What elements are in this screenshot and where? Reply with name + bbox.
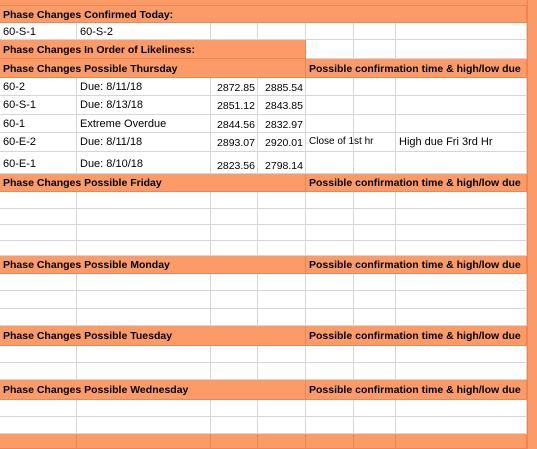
value1: 2851.12 [217,100,255,112]
grid-cell[interactable] [306,400,354,417]
thursday-confirm-header: Possible confirmation time & high/low due [309,63,521,75]
phase-cell[interactable] [0,115,77,133]
grid-cell[interactable] [306,225,354,241]
value2: 2798.14 [265,160,303,172]
confirm-cell[interactable] [306,96,354,115]
due-cell[interactable] [77,115,211,133]
wednesday-header-cell[interactable] [0,380,306,400]
grid-cell[interactable] [258,209,306,225]
due-cell[interactable] [77,133,211,152]
due-label: Due: 8/10/18 [80,158,143,170]
value2-cell[interactable] [258,115,306,133]
value1: 2872.85 [217,82,255,94]
phase-label: 60-2 [3,81,26,93]
due-label: Due: 8/11/18 [80,81,143,93]
top-filler-row [0,0,537,6]
grid-cell[interactable] [258,23,306,40]
blank-row [0,417,537,434]
grid-cell[interactable] [354,96,396,115]
wednesday-title: Phase Changes Possible Wednesday [3,384,189,396]
confirmed-header-row [0,6,537,23]
blank-row [0,363,537,380]
confirmed-header-cell[interactable] [0,6,527,23]
grid-cell[interactable] [354,434,396,449]
value1: 2823.56 [217,160,255,172]
due-label: Extreme Overdue [80,118,167,130]
grid-cell[interactable] [0,225,77,241]
grid-cell [0,0,527,6]
grid-cell[interactable] [354,78,396,96]
value2: 2920.01 [265,137,303,149]
grid-cell[interactable] [258,274,306,291]
blank-row [0,309,537,326]
value1-cell[interactable] [211,152,258,174]
grid-cell[interactable] [77,291,211,309]
grid-cell[interactable] [354,133,396,152]
grid-cell[interactable] [396,346,527,363]
grid-cell[interactable] [0,346,77,363]
table-row [0,133,537,152]
grid-cell[interactable] [396,363,527,380]
grid-cell[interactable] [354,291,396,309]
grid-cell[interactable] [211,417,258,434]
thursday-title: Phase Changes Possible Thursday [3,63,178,75]
monday-title: Phase Changes Possible Monday [3,259,170,271]
value1-cell[interactable] [211,96,258,115]
tuesday-header-cell[interactable] [0,326,306,346]
thursday-header-row [0,59,537,78]
grid-cell[interactable] [0,417,77,434]
blank-row [0,346,537,363]
monday-header-cell[interactable] [0,256,306,274]
grid-cell[interactable] [306,434,354,449]
phase-cell[interactable] [0,133,77,152]
grid-cell[interactable] [258,241,306,256]
grid-cell[interactable] [0,291,77,309]
note-cell[interactable] [396,96,527,115]
table-row [0,115,537,133]
table-row [0,96,537,115]
phase-cell[interactable] [0,78,77,96]
grid-cell[interactable] [211,291,258,309]
likeliness-row [0,40,537,59]
grid-cell[interactable] [258,291,306,309]
value1-cell[interactable] [211,133,258,152]
grid-cell[interactable] [306,40,354,59]
value1-cell[interactable] [211,78,258,96]
grid-cell[interactable] [77,209,211,225]
thursday-confirm-header-cell[interactable] [306,59,527,78]
phase-label: 60-S-1 [3,99,37,111]
confirmed-title: Phase Changes Confirmed Today: [3,9,174,21]
value1-cell[interactable] [211,115,258,133]
grid-cell[interactable] [211,400,258,417]
monday-confirm-header: Possible confirmation time & high/low due [309,259,521,271]
grid-cell[interactable] [258,192,306,209]
phase-label: 60-E-1 [3,158,37,170]
value2-cell[interactable] [258,152,306,174]
grid-cell[interactable] [396,274,527,291]
grid-cell[interactable] [0,309,77,326]
grid-cell[interactable] [354,241,396,256]
grid-cell[interactable] [258,346,306,363]
grid-cell[interactable] [211,434,258,449]
blank-row [0,209,537,225]
grid-cell[interactable] [396,40,527,59]
grid-cell[interactable] [354,346,396,363]
grid-cell[interactable] [258,417,306,434]
note-cell[interactable] [396,133,527,152]
friday-title: Phase Changes Possible Friday [3,177,162,189]
confirmed-item-cell[interactable] [77,23,211,40]
value2-cell[interactable] [258,96,306,115]
grid-cell[interactable] [77,346,211,363]
grid-cell[interactable] [77,434,211,449]
grid-cell[interactable] [211,309,258,326]
grid-cell[interactable] [306,23,354,40]
grid-cell[interactable] [0,209,77,225]
grid-cell[interactable] [77,192,211,209]
grid-cell[interactable] [77,241,211,256]
value2-cell[interactable] [258,78,306,96]
wednesday-confirm-header: Possible confirmation time & high/low due [309,384,521,396]
friday-confirm-header: Possible confirmation time & high/low due [309,177,521,189]
grid-cell[interactable] [354,152,396,174]
tuesday-header-row [0,326,537,346]
confirmed-item: 60-S-1 [3,26,37,38]
grid-cell[interactable] [258,434,306,449]
grid-cell[interactable] [211,363,258,380]
grid-cell[interactable] [0,363,77,380]
grid-cell[interactable] [77,417,211,434]
monday-header-row [0,256,537,274]
due-label: Due: 8/11/18 [80,136,143,148]
grid-cell[interactable] [354,192,396,209]
grid-cell[interactable] [306,346,354,363]
note-cell[interactable] [396,115,527,133]
phase-label: 60-E-2 [3,136,37,148]
likeliness-header-cell[interactable] [0,40,306,59]
grid-cell[interactable] [0,241,77,256]
tuesday-confirm-header-cell[interactable] [306,326,527,346]
friday-header-cell[interactable] [0,174,306,192]
grid-cell[interactable] [258,309,306,326]
grid-cell[interactable] [0,434,77,449]
confirm-cell[interactable] [306,133,374,152]
note-text: High due Fri 3rd Hr [399,136,493,148]
table-row [0,78,537,96]
grid-cell[interactable] [354,40,396,59]
grid-cell[interactable] [354,417,396,434]
grid-cell[interactable] [306,363,354,380]
blank-row [0,400,537,417]
value2: 2885.54 [265,82,303,94]
grid-cell[interactable] [258,363,306,380]
note-cell[interactable] [396,152,527,174]
note-cell[interactable] [396,78,527,96]
confirmed-item: 60-S-2 [80,26,114,38]
value2-cell[interactable] [258,133,306,152]
grid-cell[interactable] [396,434,527,449]
grid-cell[interactable] [354,225,396,241]
likeliness-title: Phase Changes In Order of Likeliness: [3,44,195,56]
value2: 2843.85 [265,100,303,112]
grid-cell[interactable] [211,23,258,40]
grid-cell[interactable] [77,274,211,291]
grid-cell[interactable] [354,23,396,40]
grid-cell[interactable] [0,274,77,291]
tuesday-confirm-header: Possible confirmation time & high/low due [309,330,521,342]
grid-cell[interactable] [211,192,258,209]
grid-cell[interactable] [396,192,527,209]
grid-cell[interactable] [396,400,527,417]
blank-row [0,274,537,291]
phase-cell[interactable] [0,96,77,115]
due-cell[interactable] [77,78,211,96]
phase-cell[interactable] [0,152,77,174]
grid-cell[interactable] [211,274,258,291]
blank-row [0,291,537,309]
grid-cell[interactable] [211,209,258,225]
friday-confirm-header-cell[interactable] [306,174,527,192]
grid-cell[interactable] [396,417,527,434]
grid-cell[interactable] [211,346,258,363]
blank-row [0,225,537,241]
grid-cell[interactable] [396,225,527,241]
grid-cell[interactable] [0,192,77,209]
confirmed-items-row [0,23,537,40]
wednesday-header-row [0,380,537,400]
grid-cell[interactable] [0,400,77,417]
grid-cell[interactable] [306,192,354,209]
grid-cell[interactable] [258,400,306,417]
due-label: Due: 8/13/18 [80,99,143,111]
grid-cell[interactable] [306,209,354,225]
grid-cell[interactable] [354,400,396,417]
monday-confirm-header-cell[interactable] [306,256,527,274]
grid-cell[interactable] [77,225,211,241]
grid-cell[interactable] [306,417,354,434]
confirm-cell[interactable] [306,78,354,96]
table-row [0,152,537,174]
grid-cell[interactable] [306,309,354,326]
thursday-header-cell[interactable] [0,59,306,78]
grid-cell[interactable] [77,363,211,380]
grid-cell[interactable] [354,309,396,326]
grid-cell[interactable] [396,309,527,326]
grid-cell[interactable] [306,274,354,291]
grid-cell[interactable] [77,309,211,326]
blank-row [0,241,537,256]
bottom-filler-row [0,434,537,449]
grid-cell[interactable] [354,274,396,291]
grid-cell[interactable] [396,291,527,309]
grid-cell[interactable] [354,363,396,380]
confirm-cell[interactable] [306,152,354,174]
grid-cell[interactable] [306,241,354,256]
grid-cell[interactable] [354,209,396,225]
grid-cell[interactable] [258,225,306,241]
grid-cell[interactable] [354,115,396,133]
due-cell[interactable] [77,96,211,115]
friday-header-row [0,174,537,192]
confirmed-item-cell[interactable] [0,23,77,40]
phase-label: 60-1 [3,118,26,130]
grid-cell[interactable] [396,209,527,225]
confirm-cell[interactable] [306,115,354,133]
value2: 2832.97 [265,119,303,131]
value1: 2893.07 [217,137,255,149]
wednesday-confirm-header-cell[interactable] [306,380,527,400]
confirm-time: Close of 1st hr [309,136,374,147]
tuesday-title: Phase Changes Possible Tuesday [3,330,173,342]
grid-cell[interactable] [396,241,527,256]
grid-cell[interactable] [396,23,527,40]
grid-cell[interactable] [211,241,258,256]
value1: 2844.56 [217,119,255,131]
right-edge-column [527,0,537,449]
grid-cell[interactable] [77,400,211,417]
blank-row [0,192,537,209]
grid-cell[interactable] [211,225,258,241]
due-cell[interactable] [77,152,211,174]
grid-cell[interactable] [306,291,354,309]
